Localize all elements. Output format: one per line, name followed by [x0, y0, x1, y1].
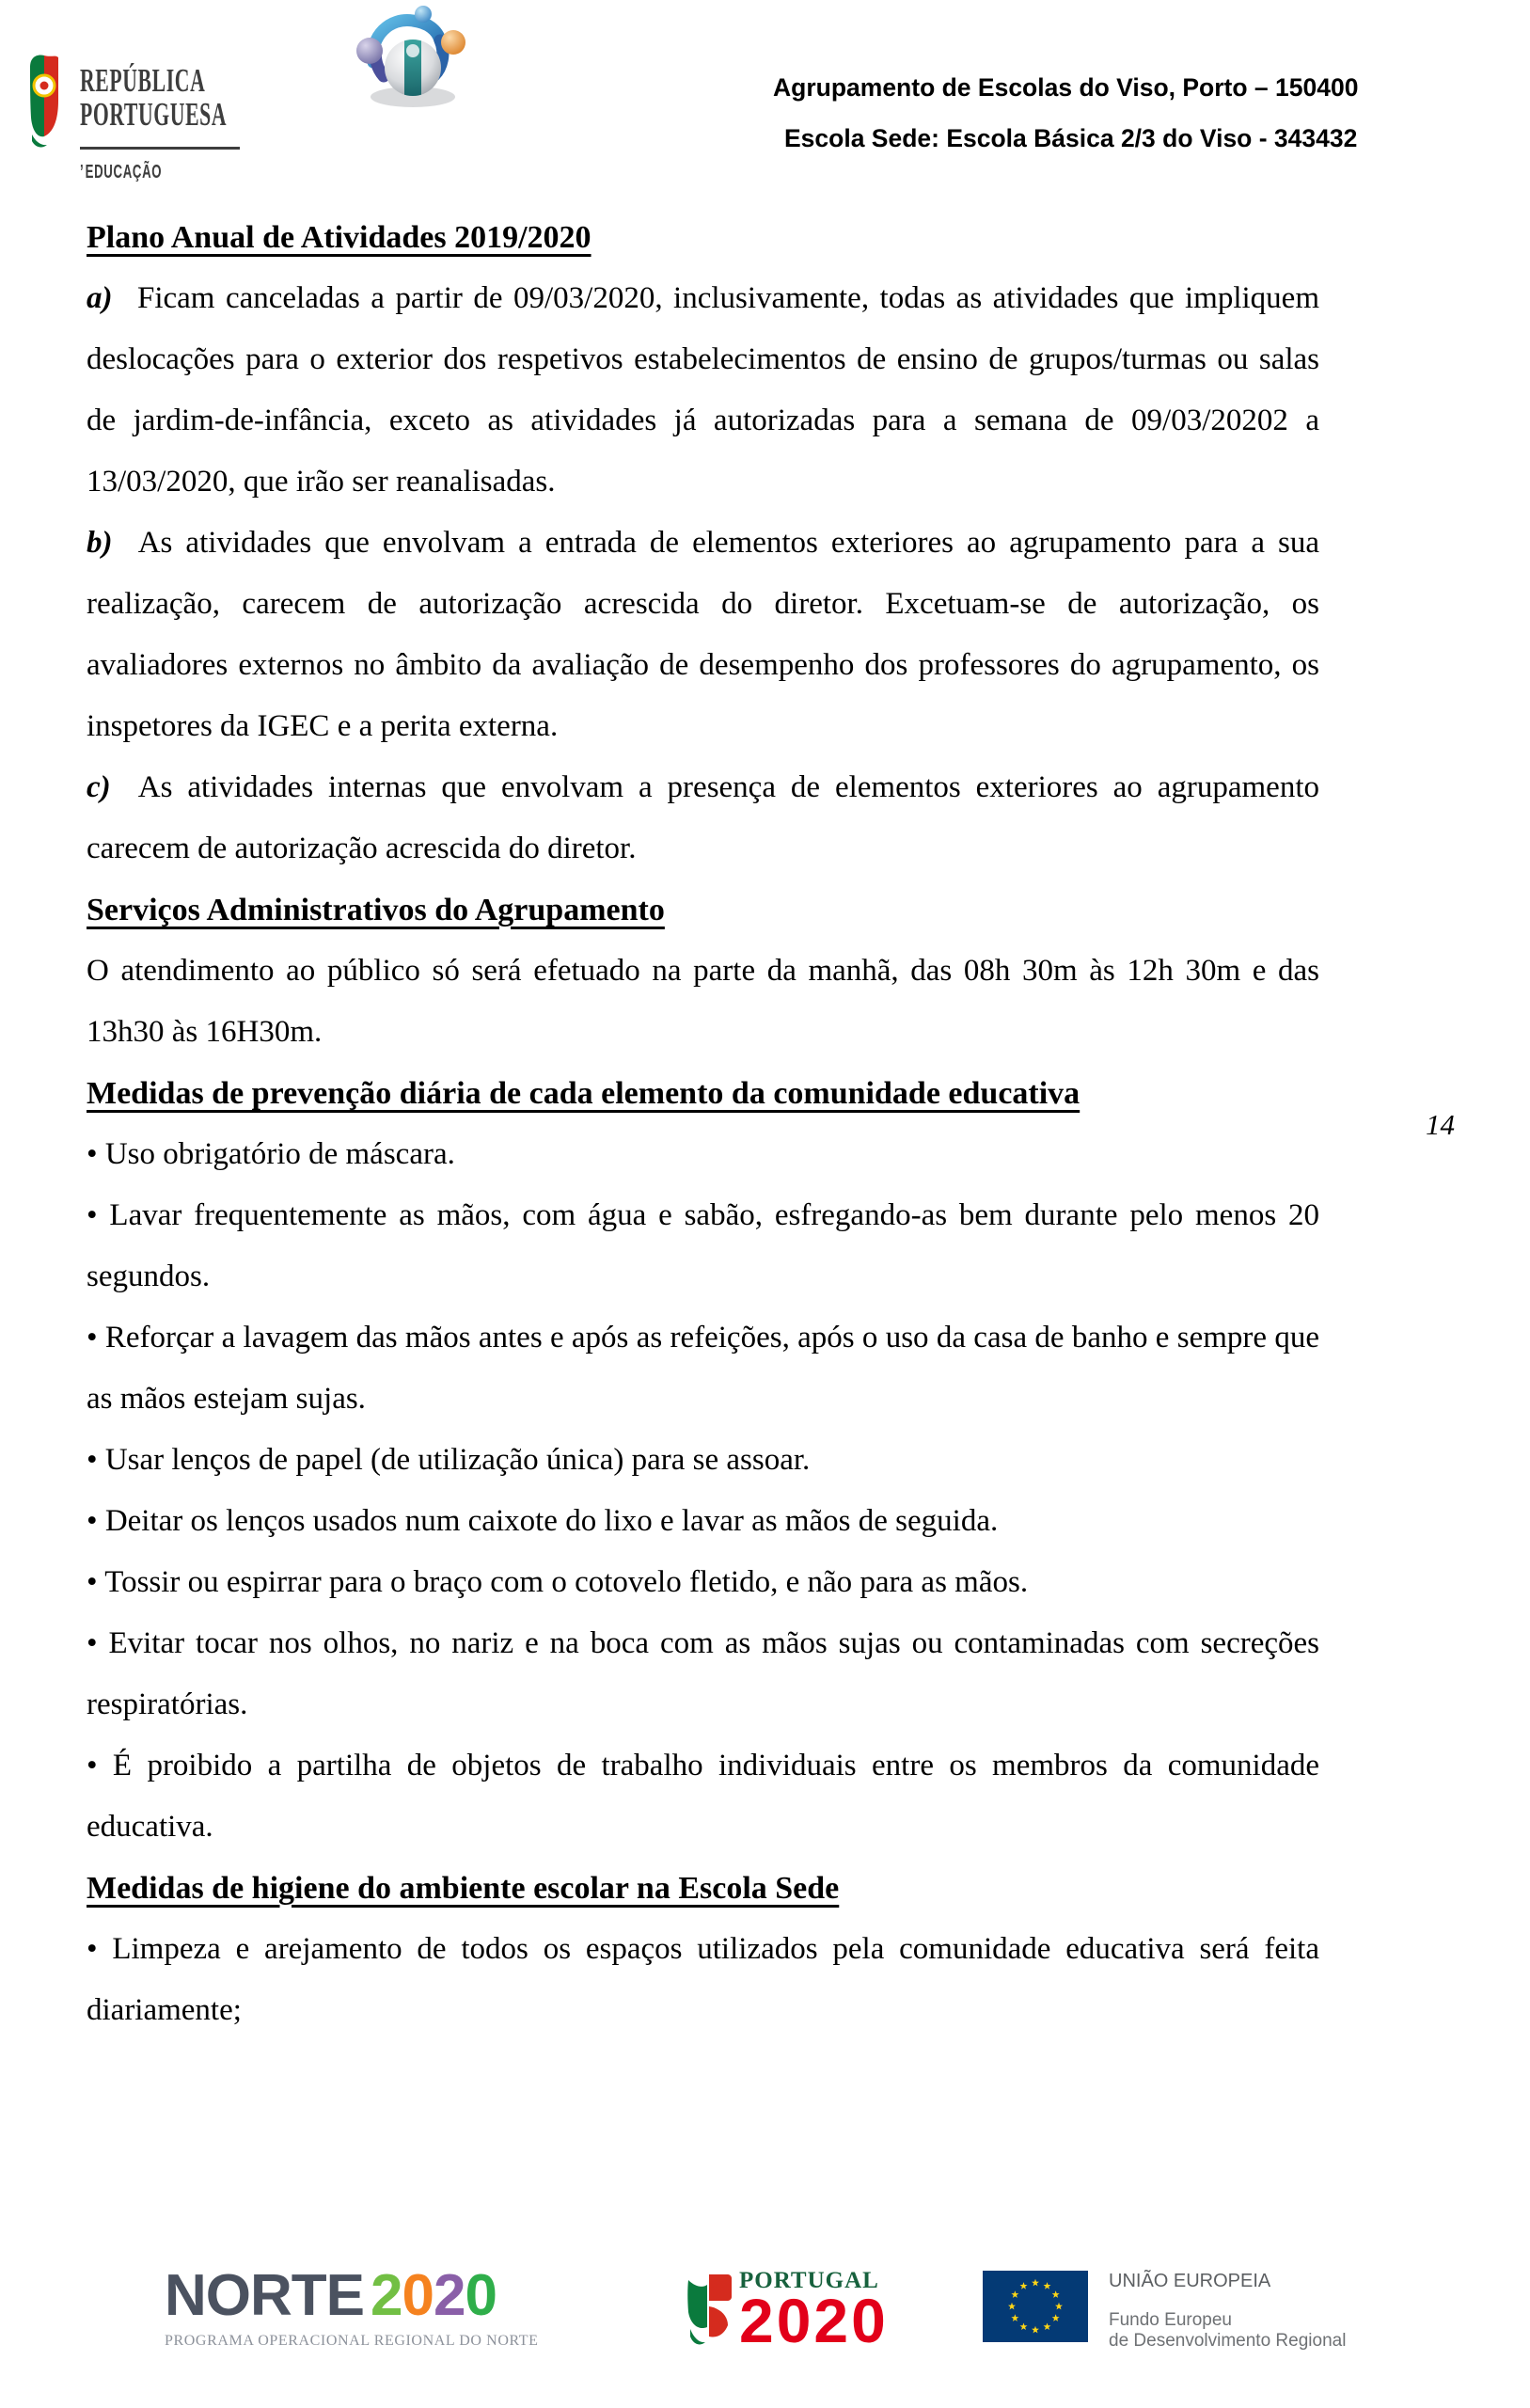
portugal2020-wordmark: PORTUGAL [739, 2268, 879, 2293]
gov-logo-divider [80, 147, 240, 150]
school-identification [773, 73, 1358, 152]
page-number: 14 [1426, 1108, 1455, 1141]
portugal-flag-icon [26, 52, 62, 153]
portugal2020-logo [683, 2268, 889, 2355]
gov-logo-department: ’ EDUCAÇÃO [80, 162, 236, 183]
document-body [87, 207, 1319, 2041]
paragraph-a [87, 268, 1319, 513]
school-seat-name: Escola Sede: Escola Básica 2/3 do Viso - 343432 [784, 124, 1358, 152]
norte2020-subtitle: PROGRAMA OPERACIONAL REGIONAL DO NORTE [165, 2333, 539, 2349]
norte2020-logo [165, 2263, 539, 2350]
paragraph-c-marker: c) [87, 770, 111, 804]
norte2020-digit: 2 [371, 2263, 402, 2328]
prevention-bullet: • Evitar tocar nos olhos, no nariz e na boca com as mãos sujas ou contaminadas com secreções respiratórias. [87, 1613, 1319, 1735]
paragraph-b-text: As atividades que envolvam a entrada de elementos exteriores ao agrupamento para a sua realização, carecem de autorização acrescida do diretor. Excetuam-se de autorização, os avaliadores externos no âmbito da avaliação de desempenho dos professores do agrupamento, os inspetores da IGEC e a perita externa. [87, 526, 1319, 743]
prevention-bullet: • Usar lenços de papel (de utilização única) para se assoar. [87, 1430, 1319, 1491]
hygiene-measures-heading: Medidas de higiene do ambiente escolar na Escola Sede [87, 1871, 840, 1906]
paragraph-a-text: Ficam canceladas a partir de 09/03/2020, inclusivamente, todas as atividades que impliquem deslocações para o exterior dos respetivos estabelecimentos de ensino de grupos/turmas ou salas de jardim-de-infância, exceto as atividades já autorizadas para a semana de 09/03/20202 a 13/03/2020, que irão ser reanalisadas. [87, 281, 1319, 499]
prevention-bullet: • É proibido a partilha de objetos de trabalho individuais entre os membros da comunidade educativa. [87, 1735, 1319, 1858]
gov-logo-line2: PORTUGUESA [80, 96, 228, 133]
document-title: Plano Anual de Atividades 2019/2020 [87, 220, 591, 255]
eu-union-label: UNIÃO EUROPEIA [1109, 2271, 1271, 2291]
eu-fund-line1: Fundo Europeu [1109, 2310, 1232, 2330]
republica-portuguesa-logo [26, 52, 317, 183]
prevention-bullet: • Lavar frequentemente as mãos, com água e sabão, esfregando-as bem durante pelo menos 20 segundos. [87, 1185, 1319, 1307]
portugal2020-year: 2020 [739, 2286, 889, 2355]
eu-flag-icon [983, 2271, 1088, 2342]
paragraph-c-text: As atividades internas que envolvam a presença de elementos exteriores ao agrupamento carecem de autorização acrescida do diretor. [87, 770, 1319, 865]
portugal2020-flag-icon [683, 2269, 732, 2348]
school-emblem [355, 2, 469, 110]
paragraph-b [87, 513, 1319, 757]
eu-funding-logo [983, 2271, 1346, 2352]
norte2020-digit: 0 [402, 2263, 434, 2328]
admin-services-heading: Serviços Administrativos do Agrupamento [87, 893, 665, 927]
prevention-measures-heading: Medidas de prevenção diária de cada elemento da comunidade educativa [87, 1076, 1080, 1111]
norte2020-digit: 0 [465, 2263, 497, 2328]
eu-fund-line2: de Desenvolvimento Regional [1109, 2331, 1347, 2351]
hygiene-bullet: • Limpeza e arejamento de todos os espaços utilizados pela comunidade educativa será feita diariamente; [87, 1919, 1319, 2041]
prevention-bullet: • Uso obrigatório de máscara. [87, 1124, 1319, 1185]
paragraph-c [87, 757, 1319, 879]
paragraph-a-marker: a) [87, 281, 113, 315]
prevention-bullet: • Deitar os lenços usados num caixote do lixo e lavar as mãos de seguida. [87, 1491, 1319, 1552]
prevention-bullet: • Tossir ou espirrar para o braço com o cotovelo fletido, e não para as mãos. [87, 1552, 1319, 1613]
norte2020-wordmark: NORTE [165, 2263, 364, 2328]
admin-services-body: O atendimento ao público só será efetuado na parte da manhã, das 08h 30m às 12h 30m e das 13h30 às 16H30m. [87, 954, 1319, 1049]
paragraph-b-marker: b) [87, 526, 113, 560]
norte2020-digit: 2 [433, 2263, 465, 2328]
prevention-bullet: • Reforçar a lavagem das mãos antes e após as refeições, após o uso da casa de banho e sempre que as mãos estejam sujas. [87, 1307, 1319, 1430]
school-group-name: Agrupamento de Escolas do Viso, Porto – 150400 [773, 73, 1359, 102]
gov-logo-line1: REPÚBLICA [80, 62, 206, 99]
